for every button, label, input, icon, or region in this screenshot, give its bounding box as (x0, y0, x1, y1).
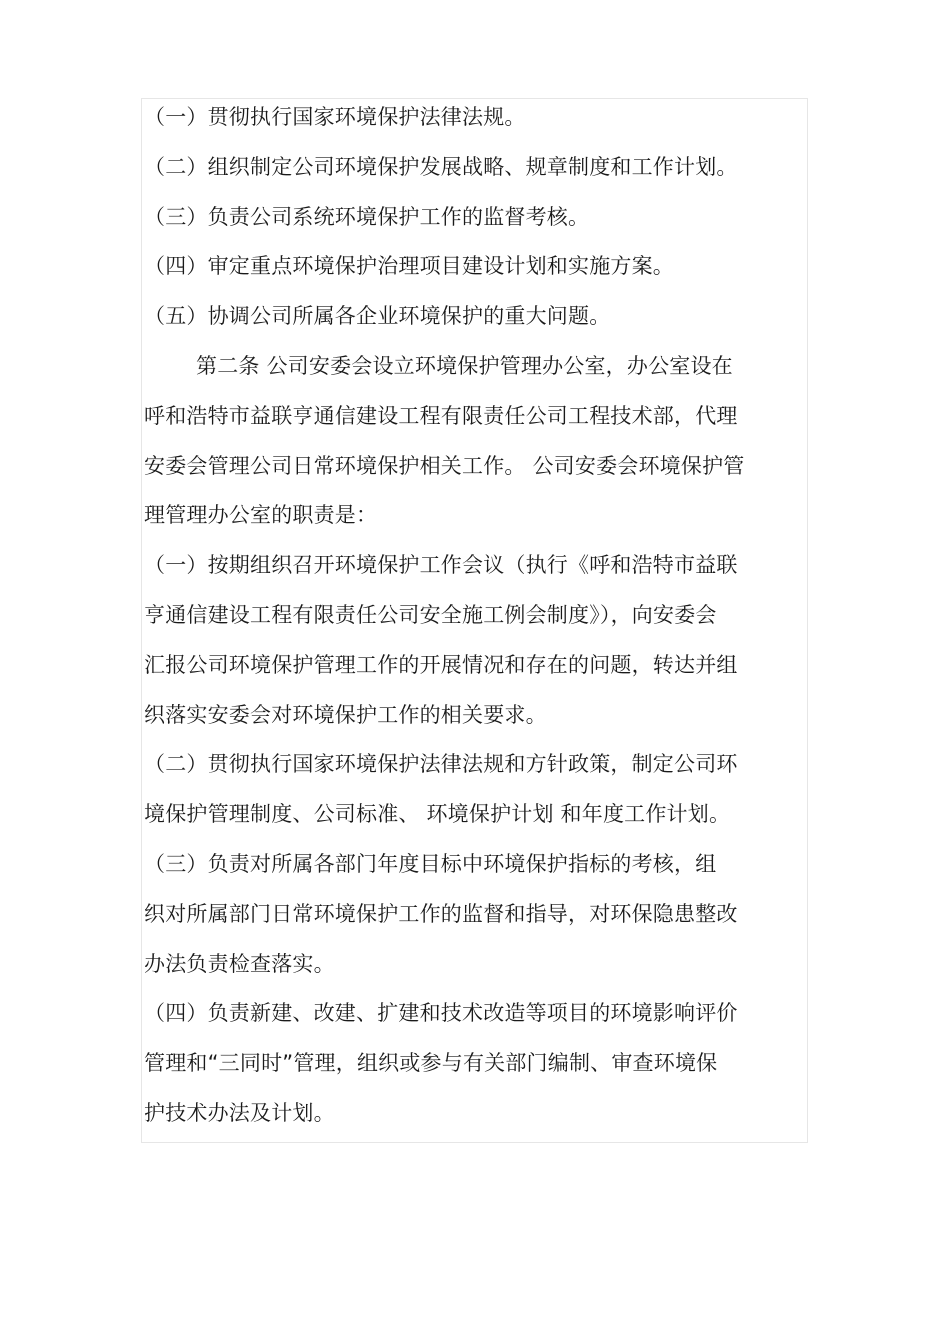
article-2-line-1: 第二条 公司安委会设立环境保护管理办公室，办公室设在 (196, 353, 733, 378)
office-duty-4-line-2: 管理和“三同时”管理，组织或参与有关部门编制、审查环境保 (144, 1051, 718, 1076)
office-duty-4-line-1: （四）负责新建、改建、扩建和技术改造等项目的环境影响评价 (144, 1001, 738, 1026)
office-duty-3-line-3: 办法负责检查落实。 (144, 951, 335, 976)
office-duty-1-line-2: 亨通信建设工程有限责任公司安全施工例会制度》），向安委会 (144, 602, 717, 627)
office-duty-2-line-1: （二）贯彻执行国家环境保护法律法规和方针政策，制定公司环 (144, 752, 738, 777)
document-body (144, 93, 810, 1139)
duty-item-3: （三）负责公司系统环境保护工作的监督考核。 (144, 204, 590, 229)
article-2-line-4: 理管理办公室的职责是： (144, 503, 378, 528)
article-2-line-3: 安委会管理公司日常环境保护相关工作。 公司安委会环境保护管 (144, 453, 745, 478)
duty-item-5: （五）协调公司所属各企业环境保护的重大问题。 (144, 304, 611, 329)
duty-item-1: （一）贯彻执行国家环境保护法律法规。 (144, 105, 526, 129)
duty-item-4: （四）审定重点环境保护治理项目建设计划和实施方案。 (144, 254, 674, 279)
office-duty-3-line-2: 织对所属部门日常环境保护工作的监督和指导，对环保隐患整改 (144, 901, 738, 926)
office-duty-4-line-3: 护技术办法及计划。 (144, 1100, 335, 1125)
office-duty-1-line-4: 织落实安委会对环境保护工作的相关要求。 (144, 702, 547, 727)
article-2-line-2: 呼和浩特市益联亨通信建设工程有限责任公司工程技术部，代理 (144, 403, 738, 428)
duty-item-2: （二）组织制定公司环境保护发展战略、规章制度和工作计划。 (144, 154, 738, 179)
office-duty-3-line-1: （三）负责对所属各部门年度目标中环境保护指标的考核，组 (144, 851, 717, 876)
office-duty-1-line-3: 汇报公司环境保护管理工作的开展情况和存在的问题，转达并组 (144, 652, 738, 677)
office-duty-1-line-1: （一）按期组织召开环境保护工作会议（执行《呼和浩特市益联 (144, 553, 738, 578)
office-duty-2-line-2: 境保护管理制度、公司标准、 环境保护计划 和年度工作计划。 (144, 802, 731, 827)
